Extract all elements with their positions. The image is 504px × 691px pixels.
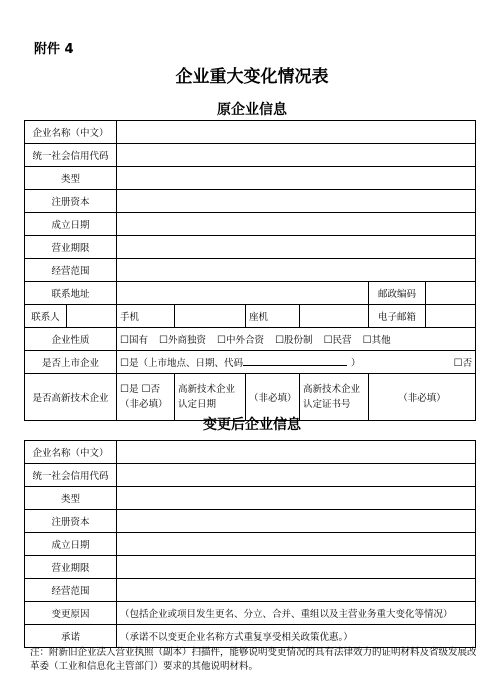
label-scope: 经营范围 bbox=[25, 259, 117, 282]
changed-info-table bbox=[24, 440, 476, 648]
input-contact[interactable] bbox=[67, 305, 117, 328]
input-type-new[interactable] bbox=[117, 487, 476, 510]
checkbox-icon: ☐ bbox=[453, 358, 463, 369]
footnote: 注：附新旧企业法人营业执照（副本）扫描件，能够说明变更情况的具有法律效力的证明材料及省级发展改革委（工业和信息化主管部门）要求的其他说明材料。 bbox=[30, 647, 477, 672]
checkbox-icon: ☐ bbox=[120, 384, 129, 395]
row-founded bbox=[25, 213, 476, 236]
input-mobile[interactable] bbox=[175, 305, 246, 328]
checkbox-icon: ☐ bbox=[159, 335, 168, 346]
hitech-required-note: （非必填） bbox=[120, 399, 168, 410]
section-original-title: 原企业信息 bbox=[217, 102, 287, 118]
input-term-new[interactable] bbox=[117, 556, 476, 579]
hitech-date-value[interactable]: （非必填） bbox=[246, 374, 300, 421]
label-mobile: 手机 bbox=[117, 305, 175, 328]
input-capital[interactable] bbox=[117, 190, 476, 213]
row-address bbox=[25, 282, 476, 305]
label-nature: 企业性质 bbox=[25, 328, 117, 351]
row-commitment bbox=[25, 625, 476, 648]
row-founded-new bbox=[25, 533, 476, 556]
input-company-name-new[interactable] bbox=[117, 441, 476, 464]
row-change-reason bbox=[25, 602, 476, 625]
section-changed-title: 变更后企业信息 bbox=[203, 417, 301, 433]
label-email: 电子邮箱 bbox=[369, 305, 426, 328]
row-capital-new bbox=[25, 510, 476, 533]
input-postcode[interactable] bbox=[426, 282, 476, 305]
nature-option-other[interactable]: ☐其他 bbox=[362, 335, 391, 346]
input-credit-code[interactable] bbox=[117, 144, 476, 167]
label-type: 类型 bbox=[25, 487, 117, 510]
row-company-name bbox=[25, 121, 476, 144]
row-nature bbox=[25, 328, 476, 351]
checkbox-icon: ☐ bbox=[217, 335, 227, 346]
label-postcode: 邮政编码 bbox=[369, 282, 426, 305]
input-email[interactable] bbox=[426, 305, 476, 328]
input-landline[interactable] bbox=[300, 305, 369, 328]
label-credit-code: 统一社会信用代码 bbox=[25, 144, 117, 167]
listed-option-yes[interactable]: ☐是（上市地点、日期、代码 bbox=[120, 358, 243, 369]
row-company-name-new bbox=[25, 441, 476, 464]
nature-option-joint-stock[interactable]: ☐股份制 bbox=[275, 335, 313, 346]
input-capital-new[interactable] bbox=[117, 510, 476, 533]
label-commitment: 承诺 bbox=[25, 625, 117, 648]
input-credit-code-new[interactable] bbox=[117, 464, 476, 487]
input-scope[interactable] bbox=[117, 259, 476, 282]
row-scope-new bbox=[25, 579, 476, 602]
row-term-new bbox=[25, 556, 476, 579]
checkbox-icon: ☐ bbox=[275, 335, 285, 346]
hitech-cert-value[interactable]: （非必填） bbox=[369, 374, 476, 421]
original-info-table bbox=[24, 120, 476, 421]
label-company-name: 企业名称（中文） bbox=[25, 441, 117, 464]
label-capital: 注册资本 bbox=[25, 510, 117, 533]
checkbox-icon: ☐ bbox=[120, 358, 129, 369]
input-term[interactable] bbox=[117, 236, 476, 259]
input-type[interactable] bbox=[117, 167, 476, 190]
label-capital: 注册资本 bbox=[25, 190, 117, 213]
row-credit-code-new bbox=[25, 464, 476, 487]
input-commitment[interactable]: （承诺不以变更企业名称方式重复享受相关政策优惠。） bbox=[117, 625, 476, 648]
label-term: 营业期限 bbox=[25, 556, 117, 579]
label-contact: 联系人 bbox=[25, 305, 67, 328]
hitech-option-yes[interactable]: ☐是 bbox=[120, 384, 139, 395]
input-change-reason[interactable]: （包括企业或项目发生更名、分立、合并、重组以及主营业务重大变化等情况） bbox=[117, 602, 476, 625]
label-landline: 座机 bbox=[246, 305, 300, 328]
label-founded: 成立日期 bbox=[25, 533, 117, 556]
attachment-label: 附件 4 bbox=[34, 42, 74, 57]
row-term bbox=[25, 236, 476, 259]
page-title: 企业重大变化情况表 bbox=[175, 67, 329, 87]
row-credit-code bbox=[25, 144, 476, 167]
row-type-new bbox=[25, 487, 476, 510]
input-address[interactable] bbox=[117, 282, 369, 305]
checkbox-icon: ☐ bbox=[323, 335, 333, 346]
row-type bbox=[25, 167, 476, 190]
label-term: 营业期限 bbox=[25, 236, 117, 259]
nature-option-private[interactable]: ☐民营 bbox=[323, 335, 352, 346]
label-scope: 经营范围 bbox=[25, 579, 117, 602]
checkbox-icon: ☐ bbox=[362, 335, 372, 346]
label-credit-code: 统一社会信用代码 bbox=[25, 464, 117, 487]
row-scope bbox=[25, 259, 476, 282]
nature-option-foreign[interactable]: ☐外商独资 bbox=[159, 335, 207, 346]
listed-option-no[interactable]: ☐否 bbox=[453, 358, 473, 369]
nature-option-state[interactable]: ☐国有 bbox=[120, 335, 148, 346]
label-company-name: 企业名称（中文） bbox=[25, 121, 117, 144]
row-listed bbox=[25, 351, 476, 374]
input-founded[interactable] bbox=[117, 213, 476, 236]
label-type: 类型 bbox=[25, 167, 117, 190]
label-hitech: 是否高新技术企业 bbox=[25, 374, 117, 421]
listed-details-input[interactable] bbox=[243, 356, 347, 366]
label-hitech-cert: 高新技术企业认定证书号 bbox=[300, 374, 369, 421]
row-capital bbox=[25, 190, 476, 213]
listed-options bbox=[117, 351, 476, 374]
hitech-option-no[interactable]: ☐否 bbox=[141, 384, 161, 395]
label-change-reason: 变更原因 bbox=[25, 602, 117, 625]
row-contact bbox=[25, 305, 476, 328]
nature-options bbox=[117, 328, 476, 351]
input-founded-new[interactable] bbox=[117, 533, 476, 556]
label-hitech-date: 高新技术企业认定日期 bbox=[175, 374, 246, 421]
input-scope-new[interactable] bbox=[117, 579, 476, 602]
label-listed: 是否上市企业 bbox=[25, 351, 117, 374]
checkbox-icon: ☐ bbox=[141, 384, 151, 395]
input-company-name[interactable] bbox=[117, 121, 476, 144]
label-founded: 成立日期 bbox=[25, 213, 117, 236]
listed-close-paren: ） bbox=[351, 358, 361, 369]
nature-option-jv[interactable]: ☐中外合资 bbox=[217, 335, 265, 346]
checkbox-icon: ☐ bbox=[120, 335, 129, 346]
label-address: 联系地址 bbox=[25, 282, 117, 305]
